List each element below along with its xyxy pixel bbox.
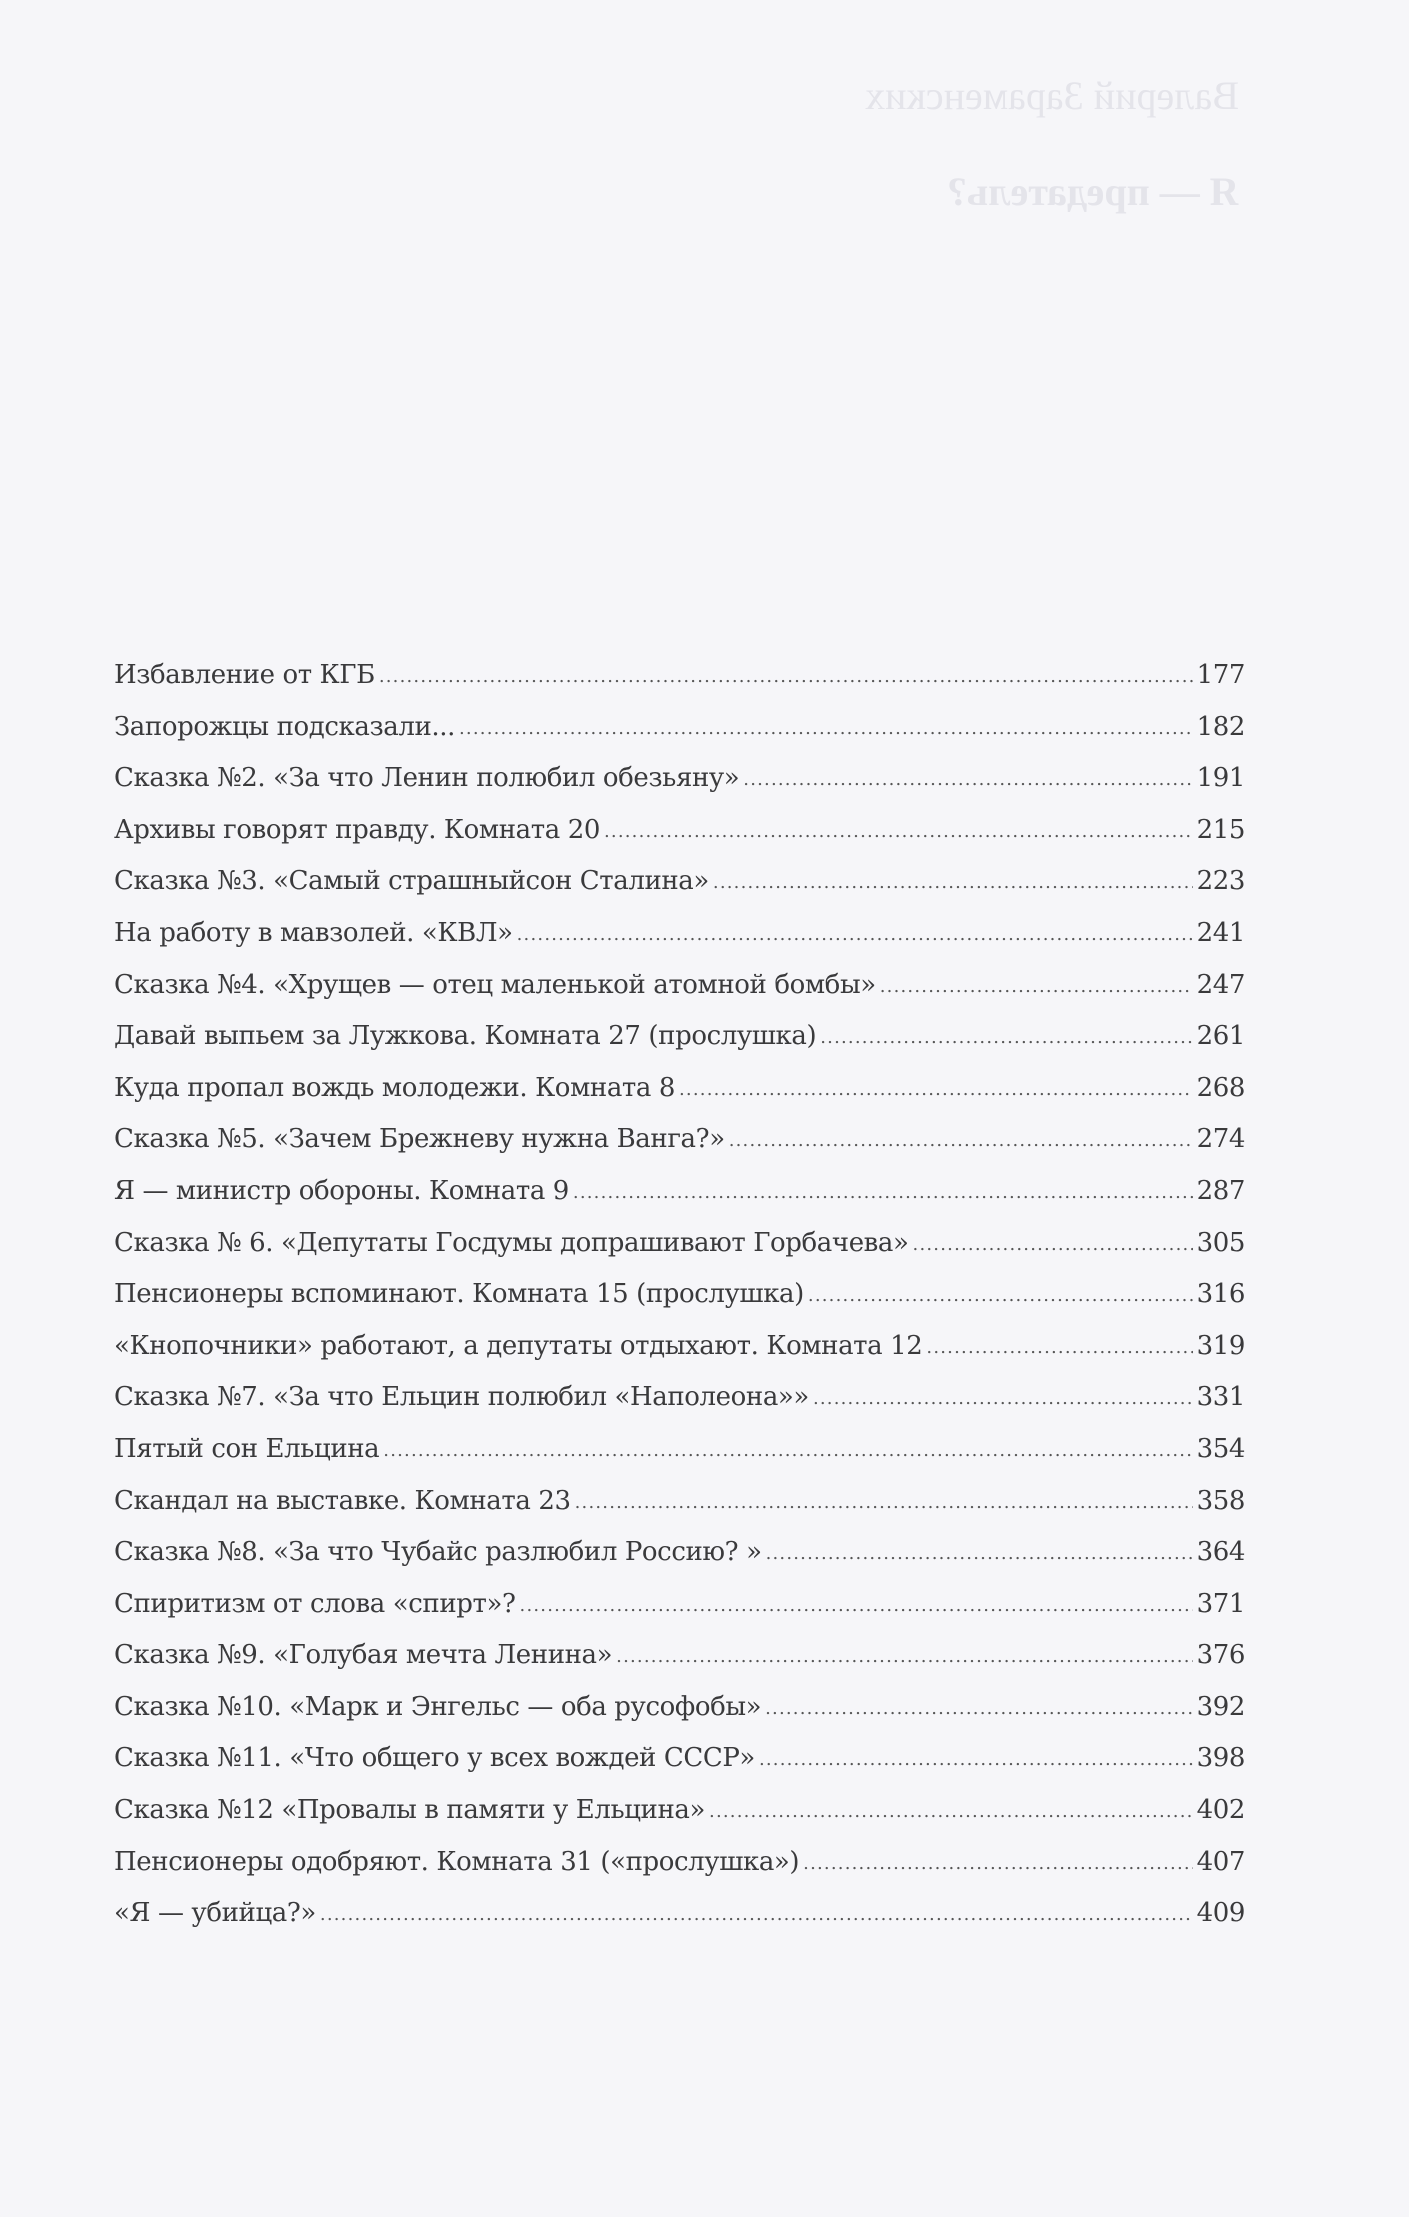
toc-entry — [114, 1424, 1245, 1476]
toc-entry-page: 241 — [1196, 917, 1245, 948]
toc-entry-title: Сказка №5. «Зачем Брежневу нужна Ванга?» — [114, 1124, 725, 1155]
toc-entry-page: 215 — [1196, 814, 1245, 845]
toc-entry-page: 402 — [1196, 1795, 1245, 1826]
toc-entry-title: Сказка №12 «Провалы в памяти у Ельцина» — [114, 1795, 706, 1826]
toc-entry — [114, 1269, 1245, 1321]
dot-leader — [709, 1786, 1193, 1838]
dot-leader — [743, 754, 1192, 806]
toc-entry-title: Давай выпьем за Лужкова. Комната 27 (прослушка) — [114, 1021, 817, 1052]
toc-entry-title: Сказка №8. «За что Чубайс разлюбил Россию? » — [114, 1537, 762, 1568]
toc-entry-title: Сказка № 6. «Депутаты Госдумы допрашивают Горбачева» — [114, 1227, 909, 1258]
toc-entry-title: Избавление от КГБ — [114, 660, 375, 690]
toc-entry-title: Сказка №2. «За что Ленин полюбил обезьяну» — [114, 763, 740, 794]
dot-leader — [320, 1889, 1193, 1941]
dot-leader — [575, 1477, 1193, 1529]
dot-leader — [813, 1373, 1193, 1425]
toc-entry-page: 287 — [1196, 1175, 1245, 1206]
toc-entry — [114, 908, 1245, 960]
toc-entry-title: «Я — убийца?» — [114, 1898, 316, 1929]
toc-entry-page: 331 — [1196, 1382, 1245, 1413]
dot-leader — [517, 909, 1193, 961]
toc-entry — [114, 1011, 1245, 1063]
toc-entry-page: 268 — [1196, 1072, 1245, 1103]
toc-entry-page: 358 — [1196, 1485, 1245, 1516]
dot-leader — [573, 1167, 1193, 1219]
toc-entry-page: 274 — [1196, 1124, 1245, 1155]
dot-leader — [808, 1270, 1193, 1322]
dot-leader — [729, 1115, 1193, 1167]
toc-entry-page: 247 — [1196, 969, 1245, 1000]
dot-leader — [766, 1528, 1193, 1580]
toc-entry — [114, 650, 1245, 702]
toc-entry-title: Сказка №10. «Марк и Энгельс — оба русофобы» — [114, 1691, 762, 1722]
toc-entry — [114, 1837, 1245, 1889]
toc-entry-page: 191 — [1196, 763, 1245, 794]
toc-entry — [114, 1527, 1245, 1579]
toc-entry-page: 376 — [1196, 1640, 1245, 1671]
toc-entry-title: На работу в мавзолей. «КВЛ» — [114, 917, 513, 948]
dot-leader — [913, 1219, 1193, 1271]
toc-entry — [114, 805, 1245, 857]
toc-entry-page: 409 — [1196, 1898, 1245, 1929]
toc-entry-page: 261 — [1196, 1021, 1245, 1052]
toc-entry-title: Скандал на выставке. Комната 23 — [114, 1485, 571, 1516]
toc-entry — [114, 1321, 1245, 1373]
toc-entry-title: Сказка №7. «За что Ельцин полюбил «Наполеона»» — [114, 1382, 809, 1413]
toc-entry — [114, 753, 1245, 805]
dot-leader — [713, 857, 1193, 909]
toc-entry-title: Сказка №9. «Голубая мечта Ленина» — [114, 1640, 613, 1671]
toc-entry-page: 407 — [1196, 1846, 1245, 1877]
toc-entry — [114, 1888, 1245, 1940]
toc-entry-title: Куда пропал вождь молодежи. Комната 8 — [114, 1072, 676, 1103]
dot-leader — [803, 1838, 1192, 1890]
toc-entry-title: Архивы говорят правду. Комната 20 — [114, 814, 600, 845]
dot-leader — [383, 1425, 1192, 1477]
toc-entry — [114, 1114, 1245, 1166]
toc-entry-page: 371 — [1196, 1588, 1245, 1619]
bleed-through-title: Я — предатель? — [947, 169, 1239, 214]
toc-entry — [114, 1630, 1245, 1682]
dot-leader — [604, 806, 1193, 858]
toc-entry — [114, 702, 1245, 754]
toc-entry-title: Сказка №11. «Что общего у всех вождей СССР» — [114, 1743, 755, 1774]
toc-entry-page: 177 — [1196, 660, 1245, 690]
toc-entry-page: 354 — [1196, 1433, 1245, 1464]
toc-entry-page: 319 — [1196, 1330, 1245, 1361]
toc-entry-title: Сказка №3. «Самый страшныйсон Сталина» — [114, 866, 709, 897]
dot-leader — [379, 651, 1193, 703]
toc-entry — [114, 960, 1245, 1012]
toc-entry — [114, 856, 1245, 908]
toc-entry-title: Пенсионеры одобряют. Комната 31 («прослушка») — [114, 1846, 800, 1877]
toc-entry-page: 398 — [1196, 1743, 1245, 1774]
dot-leader — [459, 703, 1193, 755]
dot-leader — [616, 1631, 1192, 1683]
toc-entry-title: Пенсионеры вспоминают. Комната 15 (прослушка) — [114, 1279, 804, 1310]
toc-entry-page: 223 — [1196, 866, 1245, 897]
toc-entry-page: 392 — [1196, 1691, 1245, 1722]
toc-entry-page: 305 — [1196, 1227, 1245, 1258]
dot-leader — [520, 1580, 1193, 1632]
toc-entry-title: «Кнопочники» работают, а депутаты отдыхают. Комната 12 — [114, 1330, 923, 1361]
toc-entry-title: Пятый сон Ельцина — [114, 1433, 380, 1464]
toc-entry-page: 316 — [1196, 1279, 1245, 1310]
dot-leader — [926, 1322, 1192, 1374]
toc-entry — [114, 1166, 1245, 1218]
toc-entry — [114, 1785, 1245, 1837]
dot-leader — [820, 1012, 1192, 1064]
toc-entry — [114, 1579, 1245, 1631]
toc-entry — [114, 1063, 1245, 1115]
dot-leader — [765, 1683, 1192, 1735]
bleed-through-author: Валерий Зараменских — [865, 73, 1239, 118]
toc-entry — [114, 1372, 1245, 1424]
toc-entry-title: Спиритизм от слова «спирт»? — [114, 1588, 516, 1619]
toc-entry — [114, 1682, 1245, 1734]
toc-entry-page: 182 — [1196, 711, 1245, 742]
toc-entry — [114, 1476, 1245, 1528]
toc-entry — [114, 1733, 1245, 1785]
toc-entry — [114, 1218, 1245, 1270]
table-of-contents — [114, 650, 1245, 1940]
toc-entry-title: Сказка №4. «Хрущев — отец маленькой атомной бомбы» — [114, 969, 876, 1000]
dot-leader — [880, 961, 1193, 1013]
dot-leader — [759, 1734, 1193, 1786]
toc-entry-title: Я — министр обороны. Комната 9 — [114, 1175, 569, 1206]
toc-entry-page: 364 — [1196, 1537, 1245, 1568]
toc-entry-title: Запорожцы подсказали... — [114, 711, 456, 742]
dot-leader — [679, 1064, 1193, 1116]
